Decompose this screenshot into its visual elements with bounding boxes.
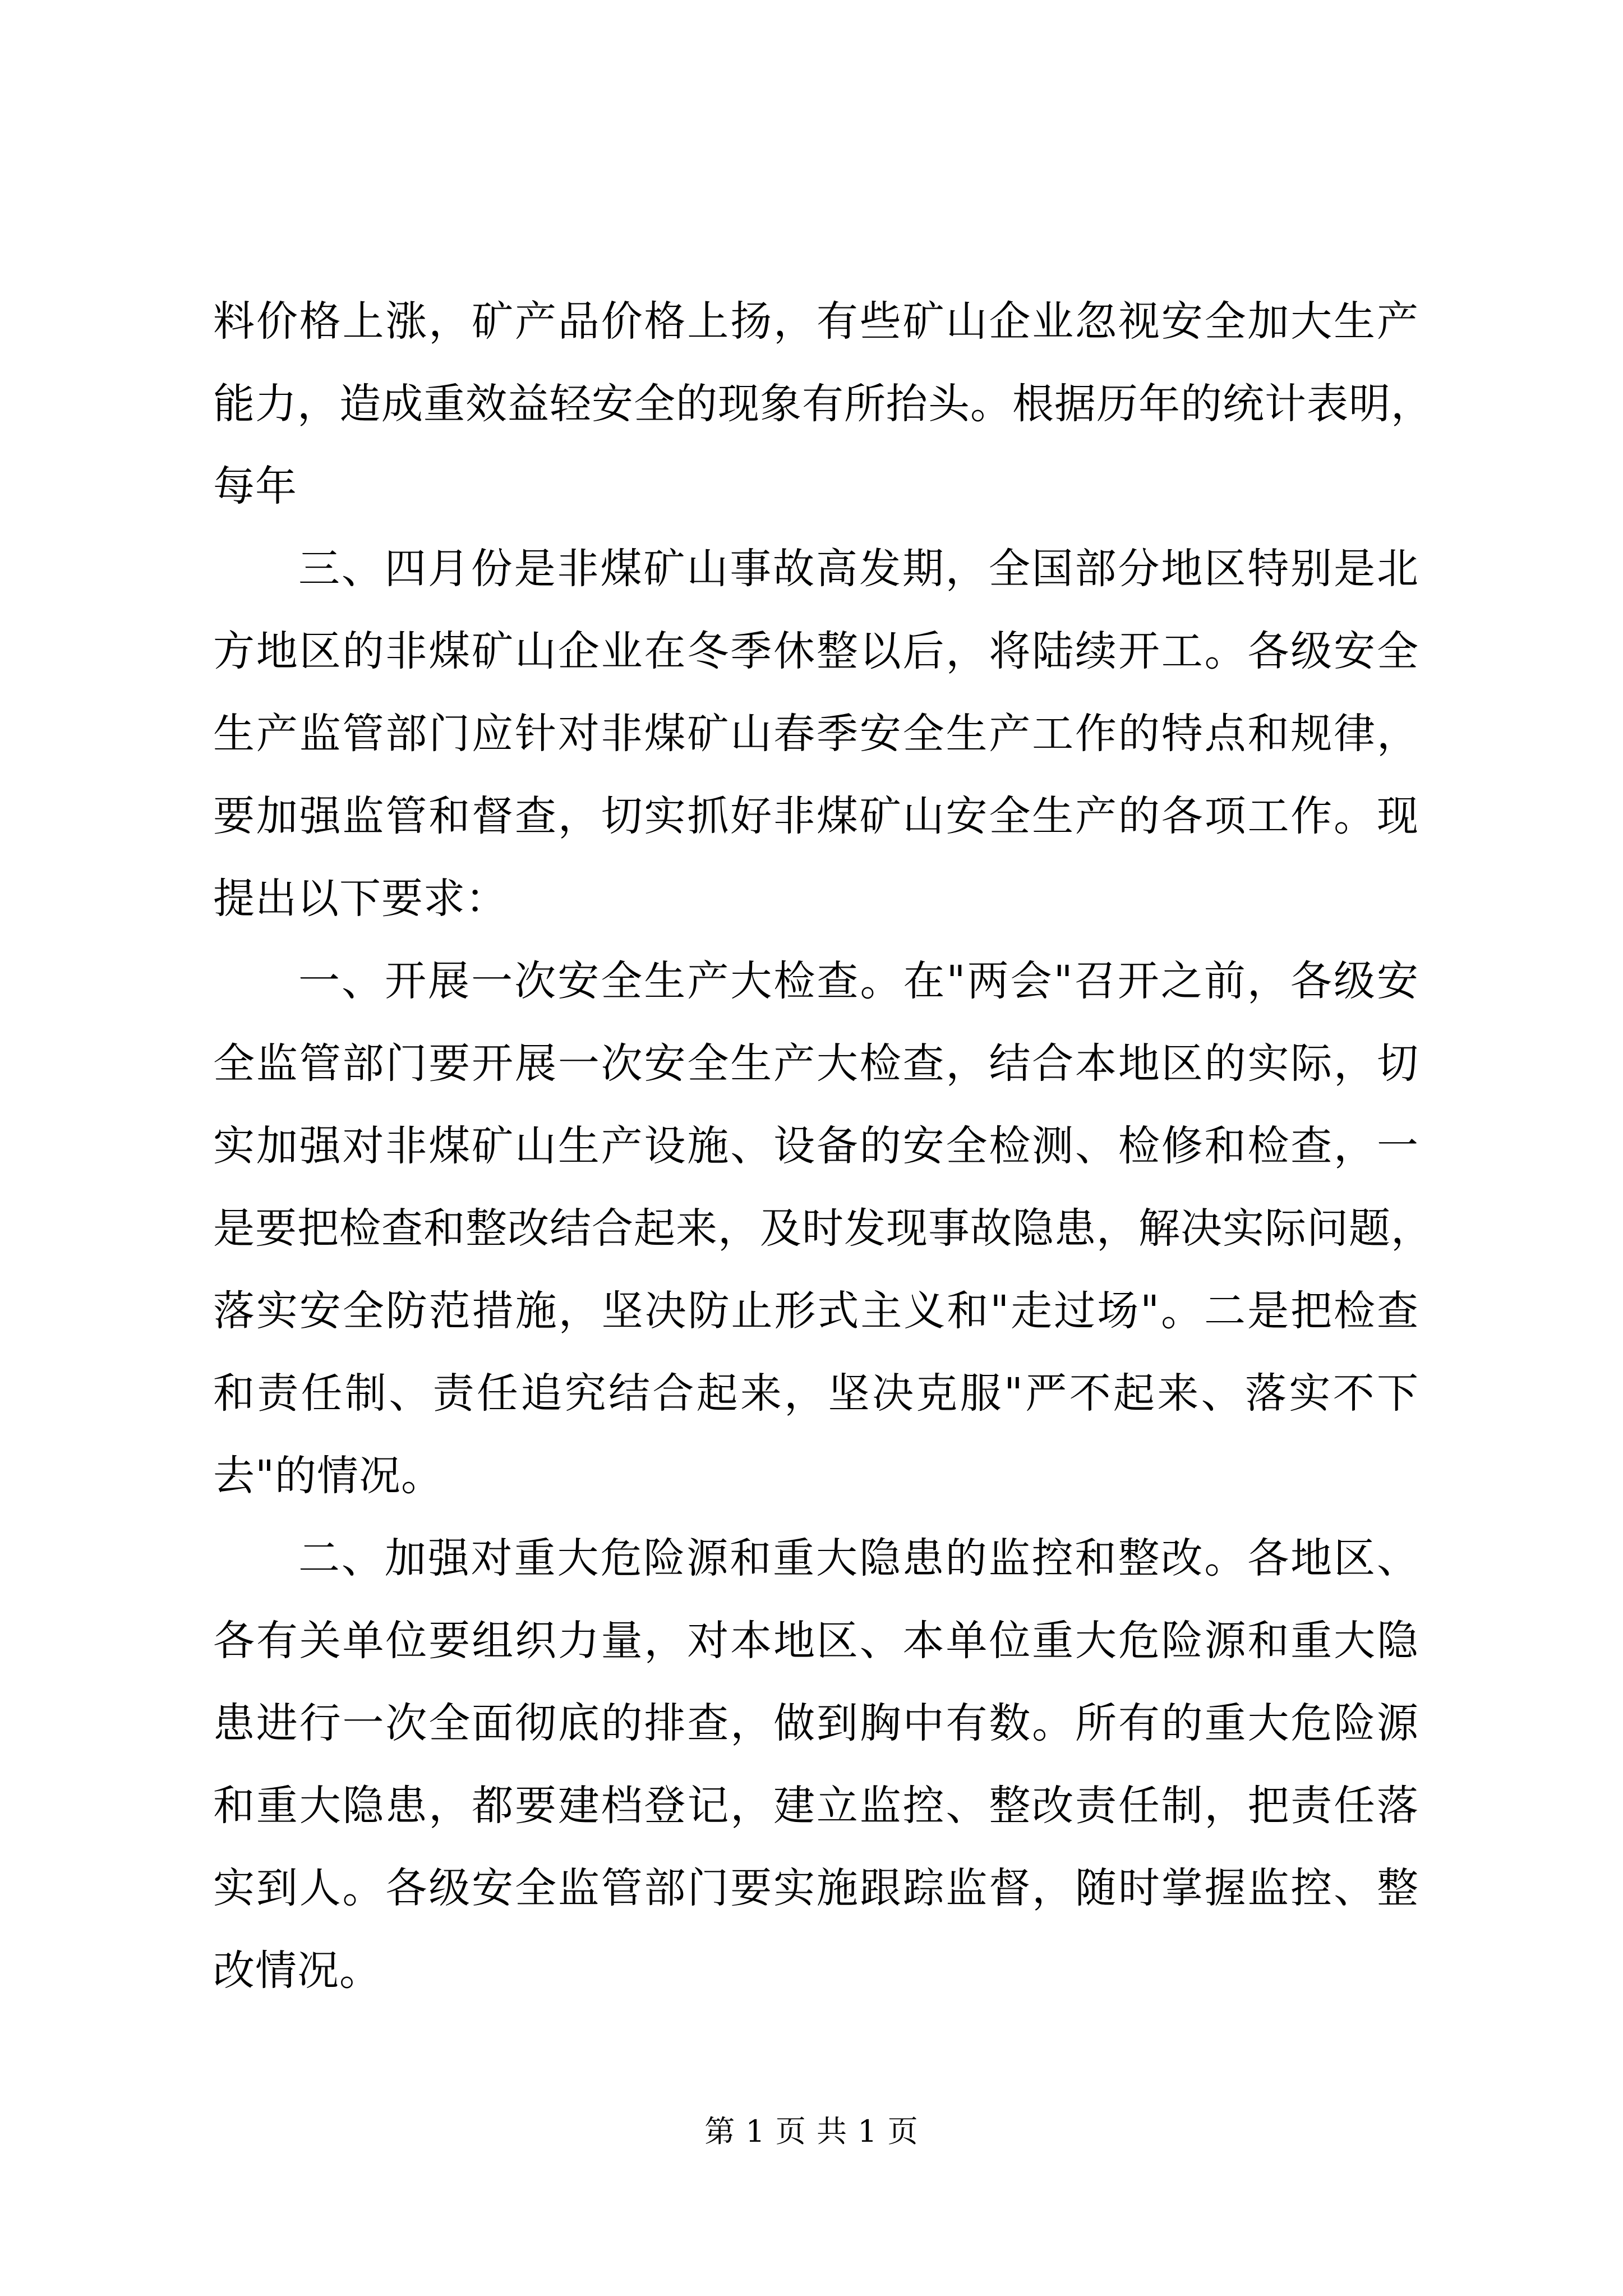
paragraph-line: 方地区的非煤矿山企业在冬季休整以后，将陆续开工。各级安全 xyxy=(213,627,1419,675)
paragraph-line: 改情况。 xyxy=(213,1947,381,1995)
paragraph-line: 二、加强对重大危险源和重大隐患的监控和整改。各地区、 xyxy=(298,1534,1419,1582)
paragraph-line: 和重大隐患，都要建档登记，建立监控、整改责任制，把责任落 xyxy=(213,1782,1419,1830)
paragraph-line: 患进行一次全面彻底的排查，做到胸中有数。所有的重大危险源 xyxy=(213,1699,1419,1747)
paragraph xyxy=(213,1517,1419,2012)
paragraph-line: 是要把检查和整改结合起来，及时发现事故隐患，解决实际问题， xyxy=(213,1204,1433,1253)
paragraph-line: 生产监管部门应针对非煤矿山春季安全生产工作的特点和规律， xyxy=(213,710,1419,758)
paragraph-line: 料价格上涨，矿产品价格上扬，有些矿山企业忽视安全加大生产 xyxy=(213,297,1419,346)
paragraph-line: 实加强对非煤矿山生产设施、设备的安全检测、检修和检查，一 xyxy=(213,1122,1419,1170)
paragraph-line: 能力，造成重效益轻安全的现象有所抬头。根据历年的统计表明， xyxy=(213,380,1433,428)
paragraph xyxy=(213,940,1433,1517)
paragraph xyxy=(213,280,1433,528)
paragraph-line: 三、四月份是非煤矿山事故高发期，全国部分地区特别是北 xyxy=(298,545,1419,593)
paragraph xyxy=(213,528,1419,940)
paragraph-line: 实到人。各级安全监管部门要实施跟踪监督，随时掌握监控、整 xyxy=(213,1864,1419,1912)
paragraph-line: 一、开展一次安全生产大检查。在"两会"召开之前，各级安 xyxy=(298,957,1419,1005)
paragraph-line: 和责任制、责任追究结合起来，坚决克服"严不起来、落实不下 xyxy=(213,1369,1419,1418)
paragraph-line: 各有关单位要组织力量，对本地区、本单位重大危险源和重大隐 xyxy=(213,1617,1419,1665)
paragraph-line: 去"的情况。 xyxy=(213,1452,444,1500)
paragraph-line: 提出以下要求： xyxy=(213,875,508,923)
paragraph-line: 落实安全防范措施，坚决防止形式主义和"走过场"。二是把检查 xyxy=(213,1287,1419,1335)
paragraph-line: 全监管部门要开展一次安全生产大检查，结合本地区的实际，切 xyxy=(213,1039,1419,1088)
paragraph-line: 要加强监管和督查，切实抓好非煤矿山安全生产的各项工作。现 xyxy=(213,792,1419,840)
page-footer: 第 1 页 共 1 页 xyxy=(704,2114,919,2149)
paragraph-line: 每年 xyxy=(213,462,297,510)
document-body xyxy=(213,280,1433,2012)
